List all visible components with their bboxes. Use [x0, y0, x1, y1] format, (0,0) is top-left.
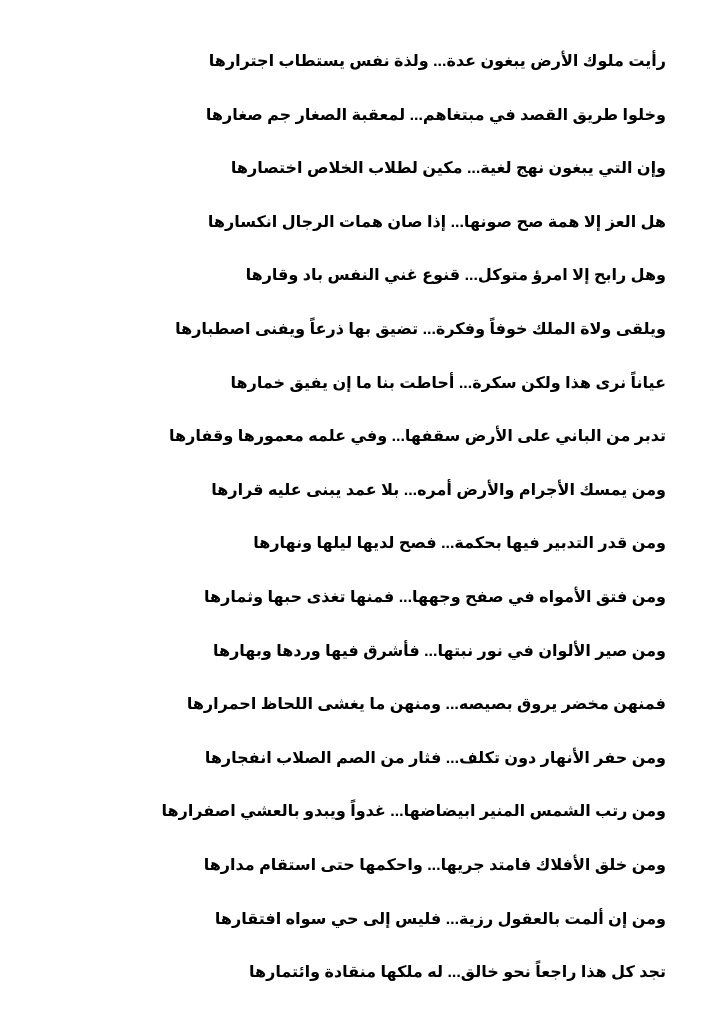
poem-text [66, 44, 666, 1009]
poem-verse: رأيت ملوك الأرض يبغون عدة... ولذة نفس يستطاب اجترارها [208, 53, 666, 70]
poem-verse: وخلوا طريق القصد في مبتغاهم... لمعقبة الصغار جم صغارها [205, 106, 666, 124]
poem-verse: ومن فتق الأمواه في صفح وجهها... فمنها تغذى حبها وثمارها [204, 588, 666, 606]
poem-verse: تدبر من الباني على الأرض سقفها... وفي علمه معمورها وقفارها [169, 428, 666, 446]
poem-verse: فمنهن مخضر يروق بصيصه... ومنهن ما يغشى اللحاظ احمرارها [186, 696, 666, 714]
poem-verse: ومن رتب الشمس المنير ابيضاضها... غدواً ويبدو بالعشي اصفرارها [161, 803, 666, 821]
poem-verse: عياناً نرى هذا ولكن سكرة... أحاطت بنا ما إن يفيق خمارها [230, 374, 666, 392]
poem-verse: ومن حفر الأنهار دون تكلف... فثار من الصم الصلاب انفجارها [204, 749, 666, 767]
poem-verse: ويلقى ولاة الملك خوفاً وفكرة... تضيق بها ذرعاً ويفنى اصطبارها [175, 320, 666, 338]
poem-verse: وهل رابح إلا امرؤ متوكل... قنوع غني النفس باد وقارها [245, 267, 666, 285]
poem-verse: ومن إن ألمت بالعقول رزية... فليس إلى حي سواه افتقارها [214, 910, 666, 928]
poem-verse: ومن قدر التدبير فيها بحكمة... فصح لديها ليلها ونهارها [253, 535, 666, 553]
poem-verse: وإن التي يبغون نهج لغية... مكين لطلاب الخلاص اختصارها [230, 160, 666, 178]
poem-verse: تجد كل هذا راجعاً نحو خالق... له ملكها منقادة وائتمارها [249, 964, 666, 982]
poem-verse: ومن خلق الأفلاك فامتد جريها... واحكمها حتى استقام مدارها [203, 856, 666, 874]
poem-verse: ومن صير الألوان في نور نبتها... فأشرق فيها وردها وبهارها [212, 642, 666, 660]
poem-verse: ومن يمسك الأجرام والأرض أمره... بلا عمد يبنى عليه قرارها [211, 481, 666, 499]
poem-verse: هل العز إلا همة صح صونها... إذا صان همات الرجال انكسارها [207, 213, 666, 231]
